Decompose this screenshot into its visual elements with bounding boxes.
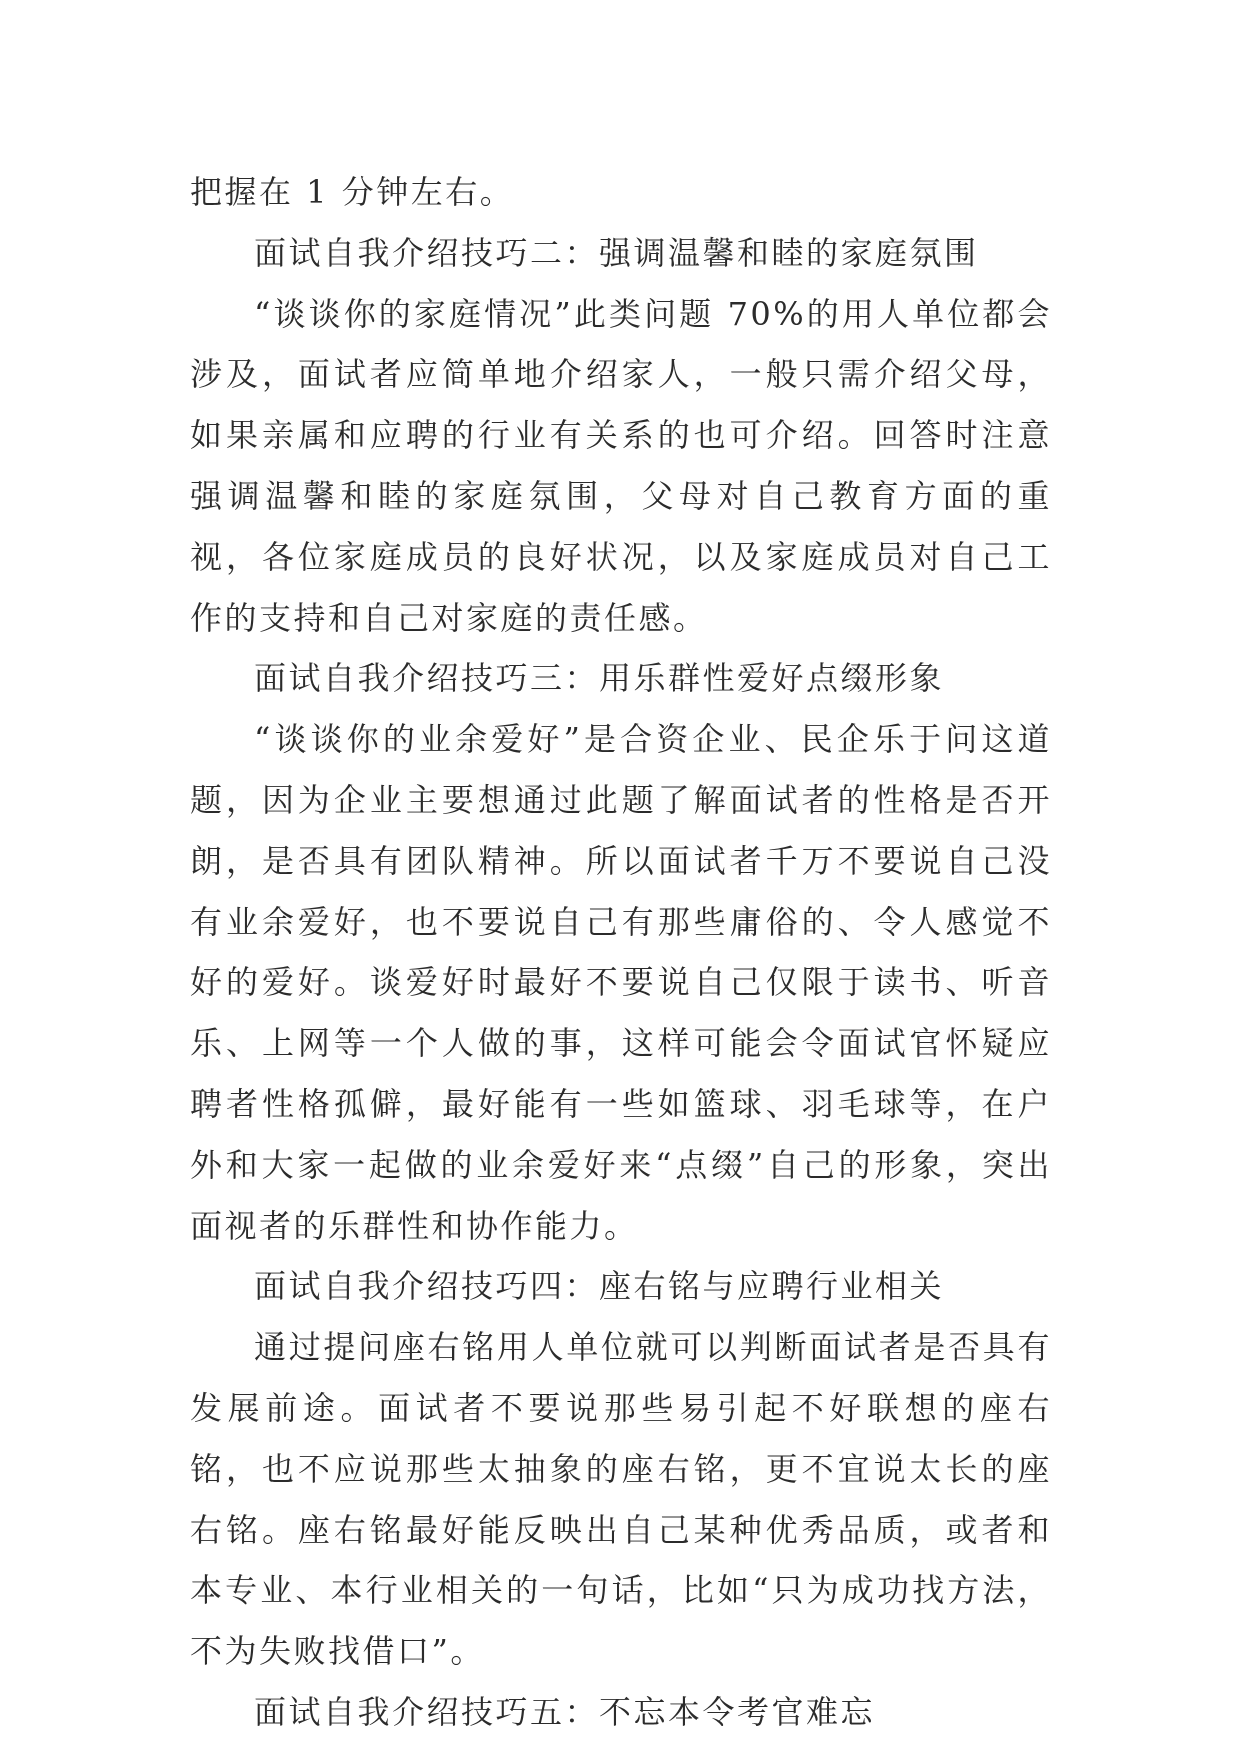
paragraph-family: “谈谈你的家庭情况”此类问题 70%的用人单位都会涉及，面试者应简单地介绍家人，一般只需介绍父母，如果亲属和应聘的行业有关系的也可介绍。回答时注意强调温馨和睦的家庭氛围，父母对自己教育方面的重视，各位家庭成员的良好状况，以及家庭成员对自己工作的支持和自己对家庭的责任感。 bbox=[190, 294, 1052, 637]
paragraph-continuation: 把握在 1 分钟左右。 bbox=[190, 173, 515, 211]
section-heading-tip-4: 面试自我介绍技巧四：座右铭与应聘行业相关 bbox=[254, 1267, 945, 1306]
section-heading-tip-5: 面试自我介绍技巧五：不忘本令考官难忘 bbox=[254, 1692, 876, 1731]
paragraph-hobbies: “谈谈你的业余爱好”是合资企业、民企乐于问这道题，因为企业主要想通过此题了解面试者的性格是否开朗，是否具有团队精神。所以面试者千万不要说自己没有业余爱好，也不要说自己有那些庸俗的、令人感觉不好的爱好。谈爱好时最好不要说自己仅限于读书、听音乐、上网等一个人做的事，这样可能会令面试官怀疑应聘者性格孤僻，最好能有一些如篮球、羽毛球等，在户外和大家一起做的业余爱好来“点缀”自己的形象，突出面视者的乐群性和协作能力。 bbox=[190, 720, 1052, 1245]
section-heading-tip-3: 面试自我介绍技巧三：用乐群性爱好点缀形象 bbox=[254, 659, 945, 698]
paragraph-motto: 通过提问座右铭用人单位就可以判断面试者是否具有发展前途。面试者不要说那些易引起不好联想的座右铭，也不应说那些太抽象的座右铭，更不宜说太长的座右铭。座右铭最好能反映出自己某种优秀品质，或者和本专业、本行业相关的一句话，比如“只为成功找方法，不为失败找借口”。 bbox=[190, 1328, 1052, 1671]
section-heading-tip-2: 面试自我介绍技巧二：强调温馨和睦的家庭氛围 bbox=[254, 233, 979, 272]
document-body bbox=[190, 162, 1052, 1743]
